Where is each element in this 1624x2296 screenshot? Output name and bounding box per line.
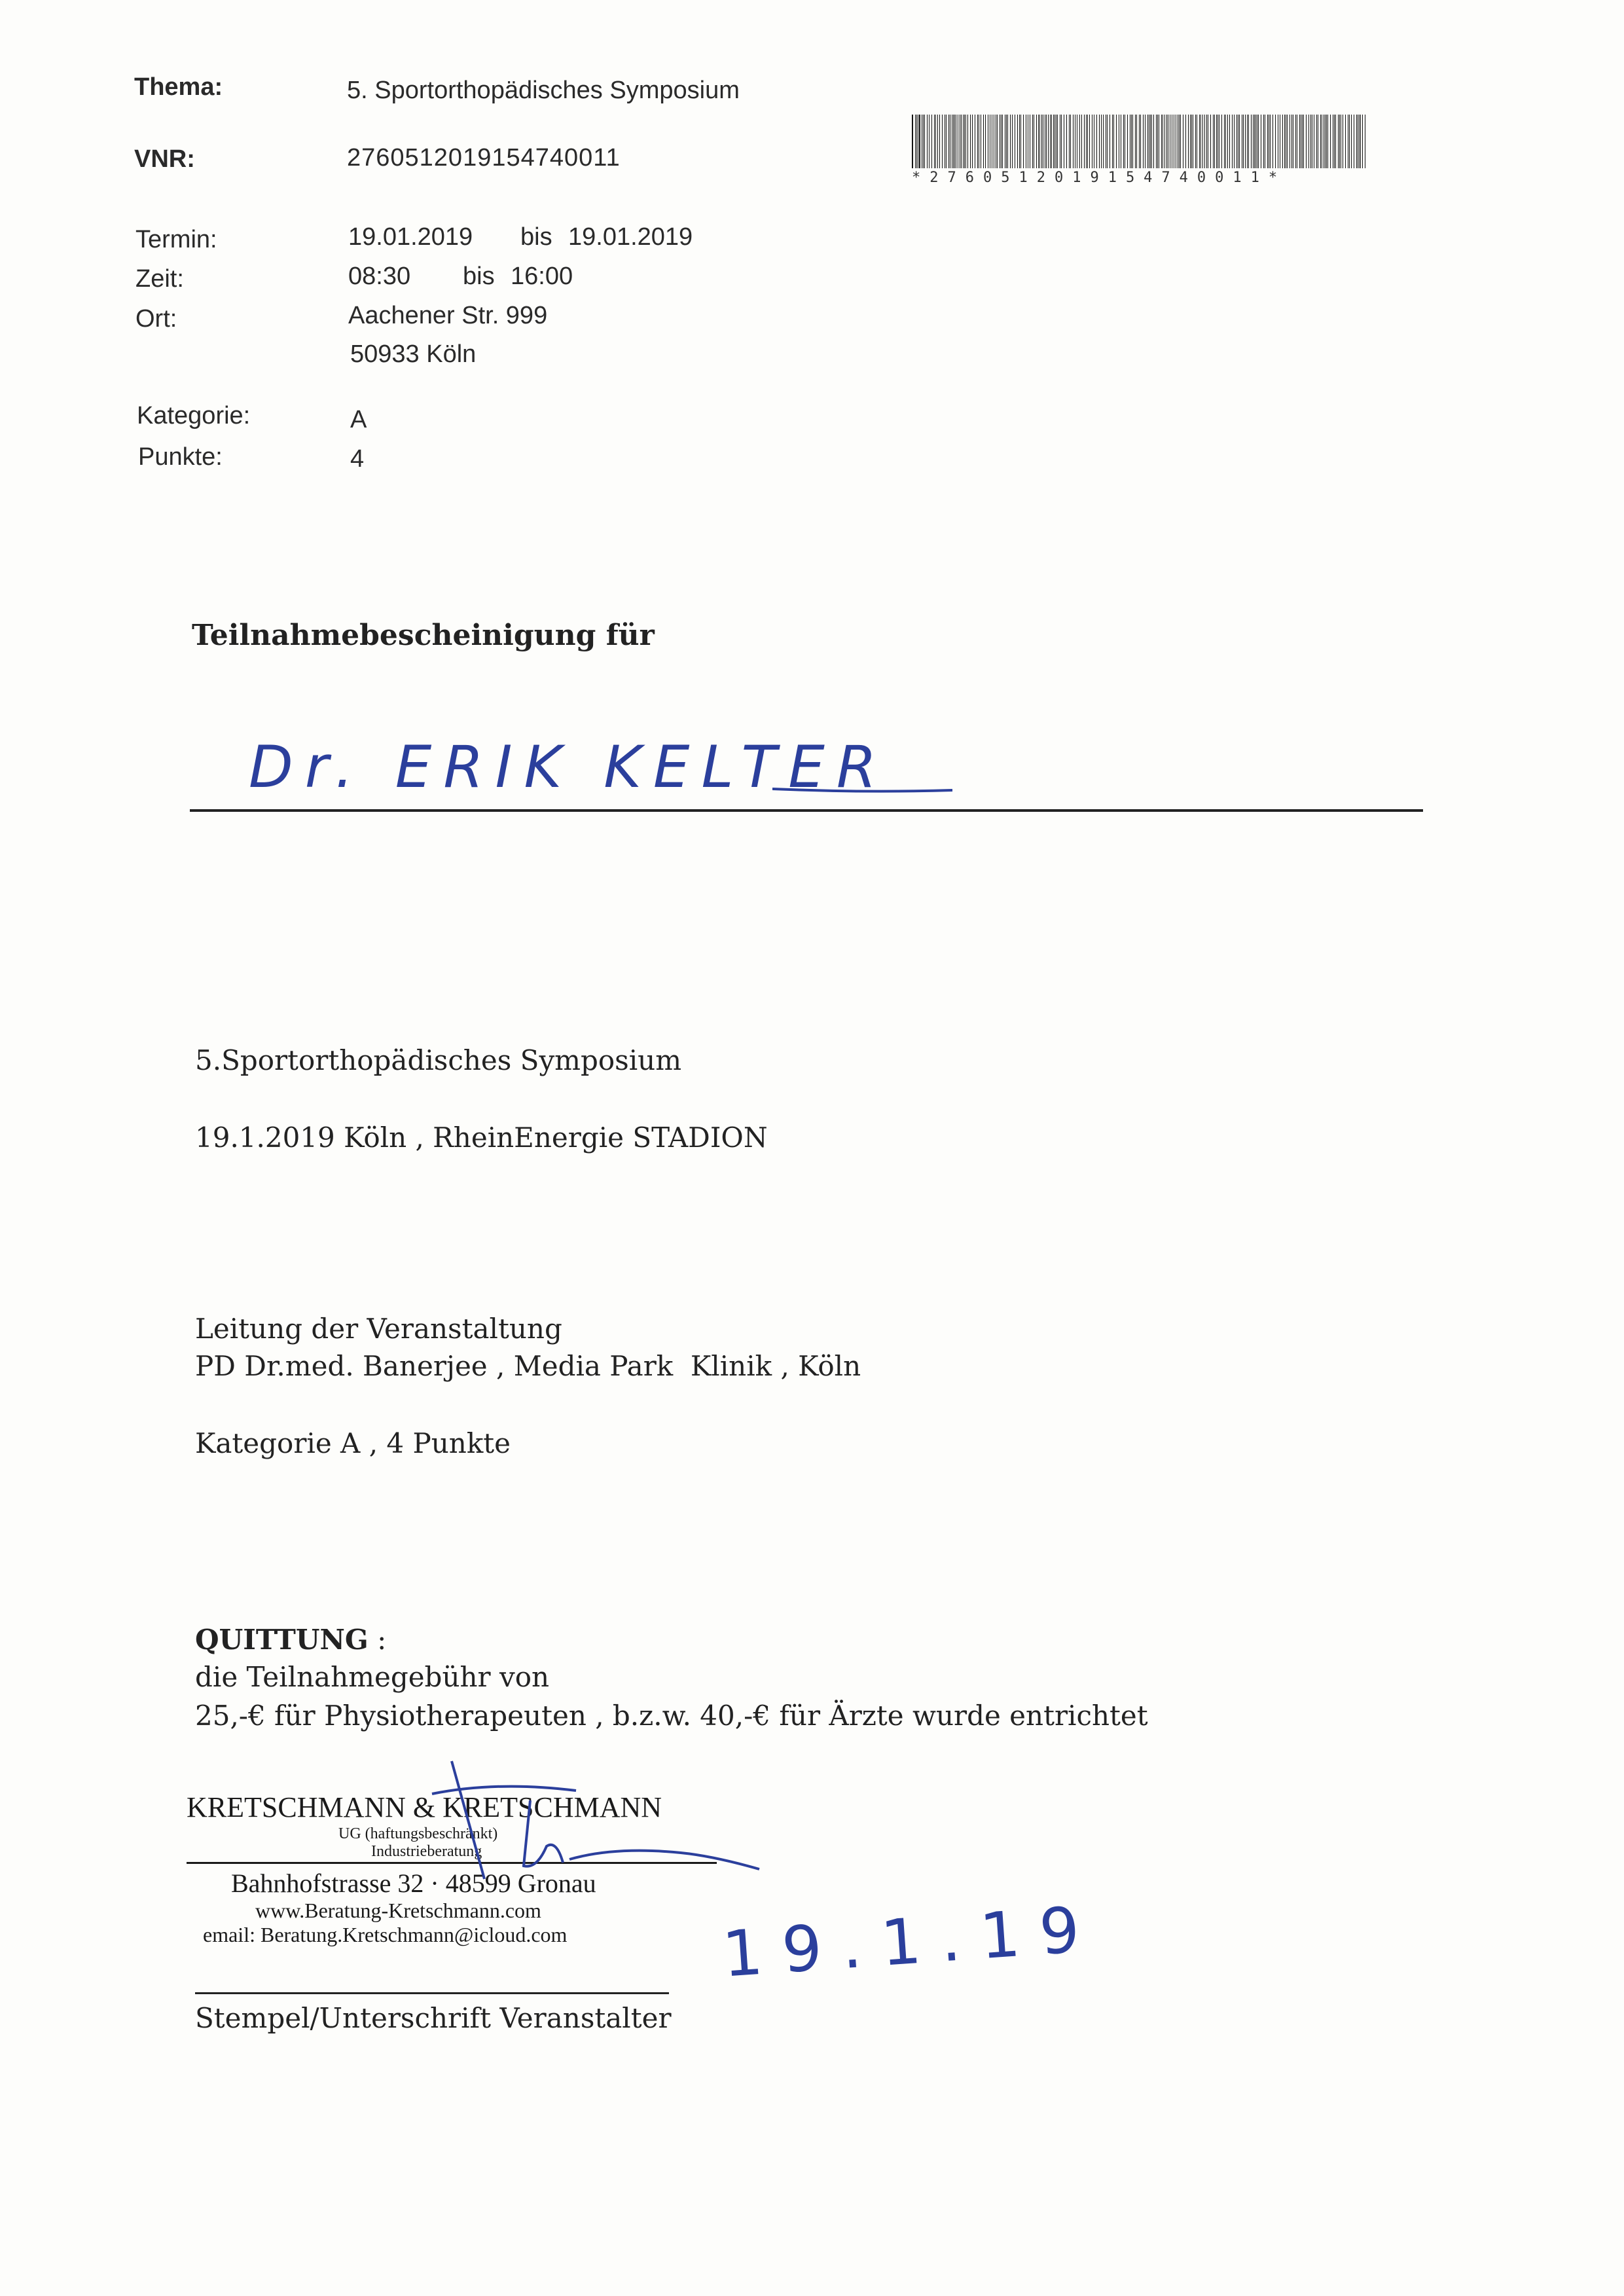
- barcode-bar: [1204, 115, 1205, 168]
- kategorie-punkte: Kategorie A , 4 Punkte: [195, 1427, 511, 1459]
- barcode-bar: [954, 115, 955, 168]
- name-underline-stroke: [772, 782, 956, 795]
- barcode-bar: [1310, 115, 1311, 168]
- barcode-bar: [1156, 115, 1157, 168]
- barcode-bar: [1253, 115, 1254, 168]
- signature-caption: Stempel/Unterschrift Veranstalter: [195, 2002, 672, 2034]
- barcode-bar: [1227, 115, 1228, 168]
- barcode-bar: [1308, 115, 1309, 168]
- barcode-bar: [1316, 115, 1317, 168]
- barcode-bar: [919, 115, 920, 168]
- vnr-value: 2760512019154740011: [347, 144, 621, 172]
- barcode-bar: [1087, 115, 1088, 168]
- signature-line: [195, 1992, 669, 1994]
- barcode-bar: [1245, 115, 1246, 168]
- barcode-bar: [1089, 115, 1090, 168]
- barcode-bar: [939, 115, 940, 168]
- barcode-bar: [1188, 115, 1189, 168]
- barcode-bar: [1282, 115, 1283, 168]
- barcode-bar: [1041, 115, 1042, 168]
- barcode-bar: [1166, 115, 1167, 168]
- barcode-bar: [1179, 115, 1180, 168]
- barcode-bar: [1150, 115, 1151, 168]
- barcode-bar: [1272, 115, 1273, 168]
- barcode-bar: [1007, 115, 1008, 168]
- barcode-bar: [937, 115, 938, 168]
- barcode-bar: [931, 115, 932, 168]
- barcode-bar: [1239, 115, 1240, 168]
- barcode-bar: [1248, 115, 1249, 168]
- barcode-bar: [935, 115, 936, 168]
- termin-to: 19.01.2019: [568, 223, 693, 251]
- barcode-bar: [977, 115, 978, 168]
- barcode-bar: [934, 115, 935, 168]
- barcode-bar: [1210, 115, 1211, 168]
- barcode-bar: [997, 115, 998, 168]
- barcode-bar: [1079, 115, 1080, 168]
- barcode-bar: [1164, 115, 1165, 168]
- barcode-bar: [1070, 115, 1071, 168]
- barcode-bar: [1225, 115, 1226, 168]
- barcode-bar: [1010, 115, 1011, 168]
- barcode-bar: [1180, 115, 1181, 168]
- barcode-bar: [985, 115, 986, 168]
- barcode-bar: [965, 115, 966, 168]
- barcode-bar: [1036, 115, 1037, 168]
- handwritten-date: 19.1.19: [720, 1891, 1102, 1992]
- barcode-bar: [1302, 115, 1303, 168]
- barcode: [912, 115, 1370, 187]
- event-date-location: 19.1.2019 Köln , RheinEnergie STADION: [195, 1121, 768, 1154]
- barcode-bar: [1161, 115, 1162, 168]
- barcode-bar: [1202, 115, 1203, 168]
- barcode-bar: [1020, 115, 1021, 168]
- barcode-bar: [1140, 115, 1141, 168]
- leitung-value: PD Dr.med. Banerjee , Media Park Klinik , Köln: [195, 1350, 861, 1382]
- stamp-business: Industrieberatung: [371, 1843, 482, 1860]
- barcode-bar: [1073, 115, 1074, 168]
- barcode-bar: [1017, 115, 1018, 168]
- barcode-bar: [1116, 115, 1117, 168]
- barcode-bar: [1330, 115, 1331, 168]
- barcode-bar: [1151, 115, 1152, 168]
- barcode-bar: [1349, 115, 1350, 168]
- thema-value: 5. Sportorthopädisches Symposium: [347, 77, 740, 104]
- barcode-bar: [1136, 115, 1137, 168]
- receipt-line-1: die Teilnahmegebühr von: [195, 1661, 550, 1693]
- ort-city: 50933 Köln: [350, 340, 477, 368]
- barcode-bar: [1023, 115, 1024, 168]
- barcode-bar: [1351, 115, 1352, 168]
- barcode-bar: [1251, 115, 1252, 168]
- vnr-label: VNR:: [134, 145, 195, 173]
- stamp-address: Bahnhofstrasse 32 · 48599 Gronau: [231, 1868, 596, 1898]
- receipt-heading: QUITTUNG: [195, 1624, 369, 1656]
- barcode-bar: [1287, 115, 1288, 168]
- barcode-bar: [1032, 115, 1033, 168]
- barcode-bar: [1267, 115, 1268, 168]
- barcode-bar: [1213, 115, 1214, 168]
- barcode-bar: [1247, 115, 1248, 168]
- barcode-bar: [1236, 115, 1237, 168]
- barcode-bar: [1038, 115, 1039, 168]
- barcode-bar: [923, 115, 924, 168]
- barcode-bar: [1050, 115, 1051, 168]
- stamp-company: KRETSCHMANN & KRETSCHMANN: [187, 1791, 662, 1823]
- barcode-bar: [1139, 115, 1140, 168]
- certificate-heading: Teilnahmebescheinigung für: [192, 619, 655, 652]
- barcode-bar: [1006, 115, 1007, 168]
- barcode-bar: [1081, 115, 1082, 168]
- barcode-bar: [1303, 115, 1304, 168]
- barcode-bar: [1101, 115, 1102, 168]
- barcode-bar: [1299, 115, 1300, 168]
- barcode-bar: [1255, 115, 1256, 168]
- barcode-bar: [1053, 115, 1054, 168]
- barcode-bar: [967, 115, 968, 168]
- barcode-bar: [1359, 115, 1360, 168]
- handwritten-signature: [406, 1755, 772, 1892]
- event-title: 5.Sportorthopädisches Symposium: [195, 1044, 682, 1076]
- zeit-bis: bis: [463, 263, 495, 290]
- barcode-bar: [1284, 115, 1285, 168]
- barcode-bar: [964, 115, 965, 168]
- barcode-bar: [1214, 115, 1215, 168]
- leitung-label: Leitung der Veranstaltung: [195, 1313, 562, 1345]
- barcode-bar: [1199, 115, 1200, 168]
- barcode-bar: [1061, 115, 1062, 168]
- barcode-bar: [1086, 115, 1087, 168]
- barcode-bar: [1046, 115, 1047, 168]
- barcode-bar: [1143, 115, 1144, 168]
- barcode-bar: [1360, 115, 1361, 168]
- barcode-bar: [1195, 115, 1196, 168]
- stamp-email: email: Beratung.Kretschmann@icloud.com: [203, 1923, 568, 1946]
- barcode-bar: [1229, 115, 1230, 168]
- barcode-bar: [963, 115, 964, 168]
- barcode-bar: [1002, 115, 1003, 168]
- barcode-bar: [924, 115, 925, 168]
- kategorie-value: A: [350, 406, 367, 433]
- barcode-bars: [912, 115, 1370, 168]
- barcode-bar: [1334, 115, 1335, 168]
- barcode-bar: [1190, 115, 1191, 168]
- barcode-bar: [1132, 115, 1133, 168]
- barcode-bar: [1051, 115, 1052, 168]
- barcode-bar: [1243, 115, 1244, 168]
- barcode-bar: [1221, 115, 1222, 168]
- punkte-value: 4: [350, 445, 365, 473]
- stamp-website: www.Beratung-Kretschmann.com: [255, 1899, 541, 1922]
- barcode-bar: [1338, 115, 1339, 168]
- barcode-bar: [946, 115, 947, 168]
- barcode-bar: [1327, 115, 1328, 168]
- barcode-bar: [1216, 115, 1217, 168]
- barcode-bar: [970, 115, 971, 168]
- barcode-bar: [1254, 115, 1255, 168]
- barcode-bar: [1123, 115, 1124, 168]
- barcode-bar: [1057, 115, 1058, 168]
- barcode-bar: [1066, 115, 1067, 168]
- barcode-bar: [1206, 115, 1207, 168]
- barcode-bar: [1335, 115, 1336, 168]
- barcode-bar: [942, 115, 943, 168]
- barcode-bar: [1339, 115, 1340, 168]
- barcode-bar: [1234, 115, 1235, 168]
- barcode-bar: [1107, 115, 1108, 168]
- barcode-bar: [916, 115, 917, 168]
- barcode-bar: [1096, 115, 1097, 168]
- barcode-bar: [1131, 115, 1132, 168]
- barcode-bar: [912, 115, 913, 168]
- barcode-bar: [1295, 115, 1296, 168]
- barcode-bar: [1356, 115, 1357, 168]
- zeit-to: 16:00: [511, 263, 573, 290]
- zeit-from: 08:30: [348, 263, 411, 290]
- barcode-bar: [1145, 115, 1146, 168]
- barcode-bar: [1112, 115, 1113, 168]
- barcode-bar: [927, 115, 928, 168]
- barcode-bar: [972, 115, 973, 168]
- barcode-bar: [1191, 115, 1192, 168]
- barcode-bar: [1039, 115, 1040, 168]
- termin-bis: bis: [520, 223, 552, 251]
- participant-name-handwritten: Dr. ERIK KELTER: [249, 733, 889, 801]
- ort-label: Ort:: [135, 305, 177, 333]
- barcode-bar: [1135, 115, 1136, 168]
- stamp-legal-form: UG (haftungsbeschränkt): [338, 1825, 498, 1842]
- barcode-bar: [1326, 115, 1327, 168]
- barcode-text: *2760512019154740011*: [912, 170, 1287, 186]
- barcode-bar: [1103, 115, 1104, 168]
- barcode-bar: [1048, 115, 1049, 168]
- barcode-bar: [1157, 115, 1158, 168]
- termin-label: Termin:: [135, 226, 217, 253]
- barcode-bar: [1263, 115, 1264, 168]
- name-line: [190, 809, 1423, 812]
- barcode-bar: [983, 115, 984, 168]
- barcode-bar: [1019, 115, 1020, 168]
- punkte-label: Punkte:: [138, 443, 223, 471]
- barcode-bar: [1258, 115, 1259, 168]
- barcode-bar: [1232, 115, 1233, 168]
- barcode-bar: [1345, 115, 1346, 168]
- barcode-bar: [1147, 115, 1148, 168]
- barcode-bar: [1325, 115, 1326, 168]
- receipt-heading-line: [195, 1624, 386, 1656]
- ort-street: Aachener Str. 999: [348, 302, 548, 329]
- barcode-bar: [1113, 115, 1114, 168]
- termin-from: 19.01.2019: [348, 223, 473, 251]
- barcode-bar: [1306, 115, 1307, 168]
- receipt-line-2: 25,-€ für Physiotherapeuten , b.z.w. 40,-€ für Ärzte wurde entrichtet: [195, 1700, 1148, 1732]
- barcode-bar: [948, 115, 949, 168]
- barcode-bar: [1153, 115, 1154, 168]
- barcode-bar: [1084, 115, 1085, 168]
- kategorie-label: Kategorie:: [137, 402, 251, 429]
- barcode-bar: [1069, 115, 1070, 168]
- barcode-bar: [1270, 115, 1271, 168]
- barcode-bar: [1320, 115, 1321, 168]
- receipt-heading-colon: :: [368, 1624, 387, 1656]
- barcode-bar: [961, 115, 962, 168]
- barcode-bar: [1185, 115, 1186, 168]
- barcode-bar: [1291, 115, 1292, 168]
- thema-label: Thema:: [134, 73, 223, 101]
- barcode-bar: [915, 115, 916, 168]
- barcode-bar: [1012, 115, 1013, 168]
- barcode-bar: [1099, 115, 1100, 168]
- barcode-bar: [1362, 115, 1363, 168]
- barcode-bar: [1200, 115, 1201, 168]
- barcode-bar: [1224, 115, 1225, 168]
- barcode-bar: [1127, 115, 1128, 168]
- barcode-bar: [1275, 115, 1276, 168]
- zeit-label: Zeit:: [135, 265, 184, 293]
- barcode-bar: [953, 115, 954, 168]
